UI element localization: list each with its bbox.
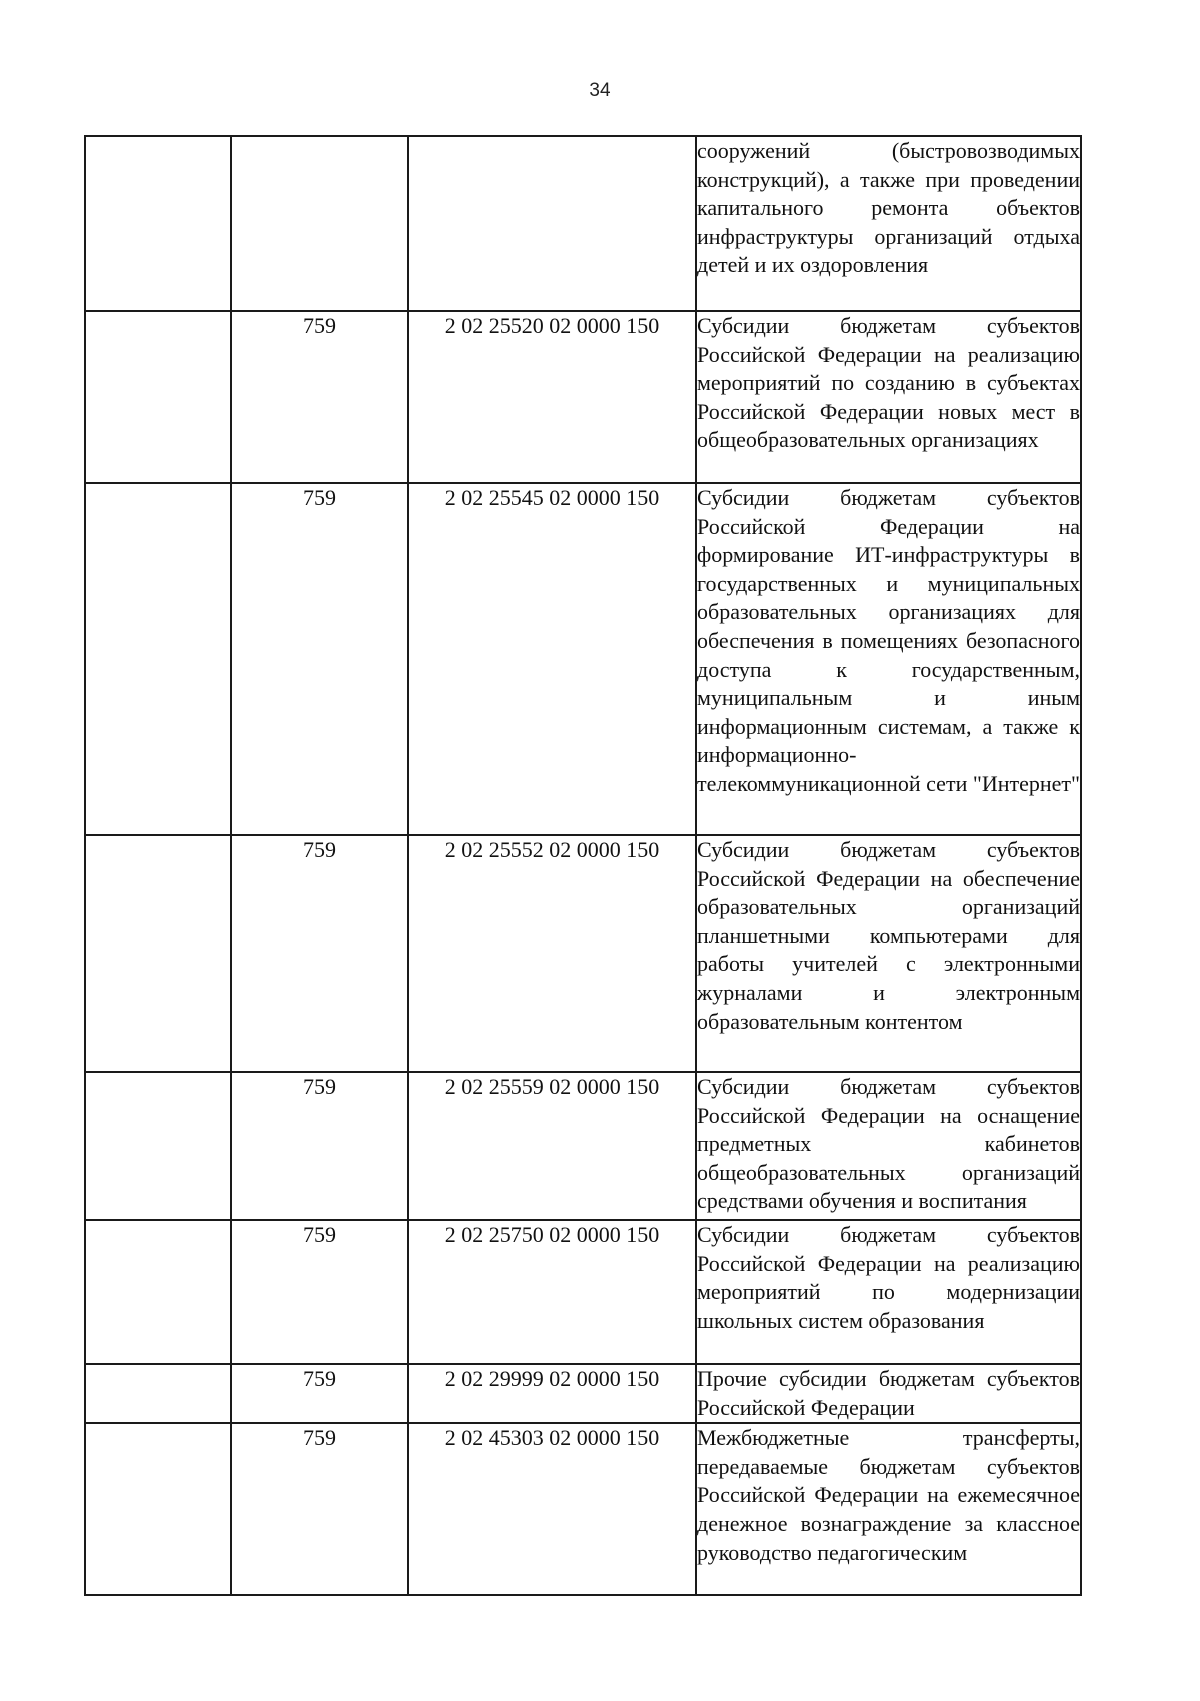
blank-cell [85,1364,231,1423]
page-number: 34 [589,80,611,101]
admin-code-cell: 759 [231,483,408,835]
admin-code-cell: 759 [231,1423,408,1595]
admin-code-cell: 759 [231,1072,408,1220]
table-row [85,483,1081,835]
admin-code-cell: 759 [231,1220,408,1364]
admin-code-cell [231,136,408,311]
blank-cell [85,483,231,835]
description-cell: Прочие субсидии бюджетам субъектов Российской Федерации [696,1364,1081,1423]
description-cell: Субсидии бюджетам субъектов Российской Федерации на формирование ИТ-инфраструктуры в государственных и муниципальных образовательных организациях для обеспечения в помещениях безопасного доступа к государственным, муниципальным и иным информационным системам, а также к информационно-телекоммуникационной сети "Интернет" [696,483,1081,835]
budget-code-cell: 2 02 25552 02 0000 150 [408,835,696,1072]
description-cell: Межбюджетные трансферты, передаваемые бюджетам субъектов Российской Федерации на ежемесячное денежное вознаграждение за классное руководство педагогическим [696,1423,1081,1595]
blank-cell [85,136,231,311]
budget-codes-table [84,135,1082,1596]
budget-code-cell: 2 02 45303 02 0000 150 [408,1423,696,1595]
table-row [85,1364,1081,1423]
blank-cell [85,1220,231,1364]
description-cell: сооружений (быстровозводимых конструкций), а также при проведении капитального ремонта объектов инфраструктуры организаций отдыха детей и их оздоровления [696,136,1081,311]
budget-code-cell: 2 02 25520 02 0000 150 [408,311,696,483]
table-row [85,1423,1081,1595]
admin-code-cell: 759 [231,311,408,483]
blank-cell [85,311,231,483]
table-row [85,835,1081,1072]
blank-cell [85,835,231,1072]
description-cell: Субсидии бюджетам субъектов Российской Федерации на обеспечение образовательных организаций планшетными компьютерами для работы учителей с электронными журналами и электронным образовательным контентом [696,835,1081,1072]
blank-cell [85,1423,231,1595]
table-row [85,311,1081,483]
admin-code-cell: 759 [231,835,408,1072]
description-cell: Субсидии бюджетам субъектов Российской Федерации на реализацию мероприятий по созданию в субъектах Российской Федерации новых мест в общеобразовательных организациях [696,311,1081,483]
blank-cell [85,1072,231,1220]
description-cell: Субсидии бюджетам субъектов Российской Федерации на оснащение предметных кабинетов общеобразовательных организаций средствами обучения и воспитания [696,1072,1081,1220]
budget-code-cell: 2 02 25545 02 0000 150 [408,483,696,835]
admin-code-cell: 759 [231,1364,408,1423]
budget-code-cell: 2 02 29999 02 0000 150 [408,1364,696,1423]
budget-code-cell: 2 02 25559 02 0000 150 [408,1072,696,1220]
description-cell: Субсидии бюджетам субъектов Российской Федерации на реализацию мероприятий по модернизации школьных систем образования [696,1220,1081,1364]
budget-code-cell: 2 02 25750 02 0000 150 [408,1220,696,1364]
table-row [85,1220,1081,1364]
table-row [85,136,1081,311]
budget-code-cell [408,136,696,311]
table-row [85,1072,1081,1220]
